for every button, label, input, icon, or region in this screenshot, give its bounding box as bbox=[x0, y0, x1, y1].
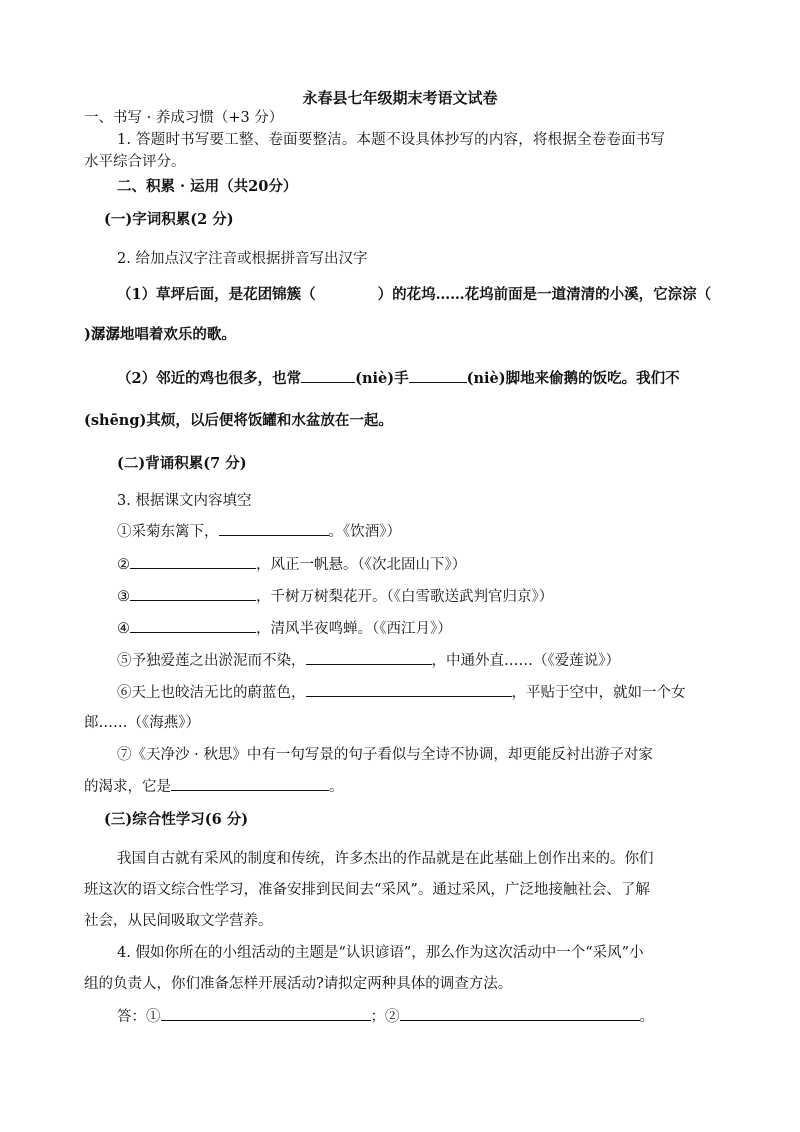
part3-heading: (三)综合性学习(6 分) bbox=[104, 811, 249, 828]
q3-poem2 bbox=[117, 554, 466, 575]
q3-poem4 bbox=[117, 618, 452, 639]
q2-item1-text-b: ）的花坞……花坞前面是一道清清的小溪，它淙淙（ bbox=[377, 286, 712, 303]
q4-answer-label: 答：① bbox=[117, 1009, 161, 1025]
q2-intro: 2. 给加点汉字注音或根据拼音写出汉字 bbox=[117, 251, 368, 267]
q4-answer-line bbox=[117, 1006, 654, 1027]
q1-text-line1: 1. 答题时书写要工整、卷面要整洁。本题不设具体抄写的内容，将根据全卷卷面书写 bbox=[117, 132, 666, 148]
q3-poem2-blank[interactable] bbox=[130, 554, 256, 569]
q3-poem5-source: ，中通外直……（《爱莲说》） bbox=[431, 653, 620, 669]
q1-text-line2: 水平综合评分。 bbox=[84, 154, 186, 170]
q2-item2-line2: (shēng)其烦，以后便将饭罐和水盆放在一起。 bbox=[84, 412, 393, 429]
q2-item2-blank2[interactable] bbox=[409, 368, 467, 383]
q2-item2-text-b: (niè)手 bbox=[355, 370, 409, 387]
section1-heading: 一、书写 · 养成习惯（+3 分） bbox=[84, 110, 284, 126]
part2-heading: (二)背诵积累(7 分) bbox=[117, 455, 247, 472]
q3-poem6-line1 bbox=[117, 682, 686, 703]
q3-poem2-source: ，风正一帆悬。（《次北固山下》） bbox=[256, 557, 467, 573]
q4-answer-blank1[interactable] bbox=[161, 1006, 371, 1021]
page-title: 永春县七年级期末考语文试卷 bbox=[302, 89, 498, 107]
q3-poem4-blank[interactable] bbox=[130, 618, 256, 633]
q3-poem6-continuation: ，平贴于空中，就如一个女 bbox=[511, 685, 686, 701]
q2-item1-line2: )潺潺地唱着欢乐的歌。 bbox=[84, 326, 236, 343]
q3-poem1-prompt: ①采菊东篱下， bbox=[117, 524, 219, 540]
part1-heading: (一)字词积累(2 分) bbox=[104, 211, 234, 228]
q3-poem5 bbox=[117, 650, 620, 671]
q3-intro: 3. 根据课文内容填空 bbox=[117, 493, 252, 509]
q2-item2-text-a: （2）邻近的鸡也很多，也常 bbox=[117, 370, 302, 387]
q2-item2-text-c: (niè)脚地来偷鹅的饭吃。我们不 bbox=[466, 370, 680, 387]
q3-poem4-marker: ④ bbox=[117, 621, 130, 637]
q3-poem2-marker: ② bbox=[117, 557, 130, 573]
q3-poem5-prompt: ⑤予独爱莲之出淤泥而不染， bbox=[117, 653, 306, 669]
q3-poem3 bbox=[117, 586, 553, 607]
q3-poem4-source: ，清风半夜鸣蝉。（《西江月》） bbox=[256, 621, 452, 637]
q3-poem1-blank[interactable] bbox=[219, 521, 329, 536]
q3-poem3-marker: ③ bbox=[117, 589, 130, 605]
q3-poem3-blank[interactable] bbox=[130, 586, 256, 601]
q3-poem7-blank[interactable] bbox=[171, 776, 329, 791]
q4-text-line2: 组的负责人，你们准备怎样开展活动?请拟定两种具体的调查方法。 bbox=[84, 976, 513, 992]
q3-poem6-prompt: ⑥天上也皎洁无比的蔚蓝色， bbox=[117, 685, 306, 701]
q3-poem7-line2 bbox=[84, 776, 344, 797]
section2-heading: 二、积累 · 运用（共20分） bbox=[117, 178, 298, 195]
q3-poem6-line2: 郎……（《海燕》） bbox=[84, 715, 200, 731]
q3-poem1 bbox=[117, 521, 401, 542]
part3-para-line1: 我国自古就有采风的制度和传统，许多杰出的作品就是在此基础上创作出来的。你们 bbox=[117, 851, 654, 867]
q3-poem7-line1: ⑦《天净沙 · 秋思》中有一句写景的句子看似与全诗不协调，却更能反衬出游子对家 bbox=[117, 747, 653, 763]
q3-poem6-blank[interactable] bbox=[306, 682, 512, 697]
q2-item1-line1 bbox=[117, 285, 711, 305]
q3-poem1-source: 。《饮酒》） bbox=[328, 524, 401, 540]
q3-poem7-end: 。 bbox=[329, 779, 344, 795]
q3-poem3-source: ，千树万树梨花开。（《白雪歌送武判官归京》） bbox=[256, 589, 554, 605]
q4-text-line1: 4. 假如你所在的小组活动的主题是“认识谚语”，那么作为这次活动中一个“采风”小 bbox=[117, 945, 644, 961]
part3-para-line3: 社会，从民间吸取文学营养。 bbox=[84, 913, 273, 929]
q2-item2-blank1[interactable] bbox=[301, 368, 355, 383]
q3-poem7-prompt: 的渴求，它是 bbox=[84, 779, 171, 795]
part3-para-line2: 班这次的语文综合性学习，准备安排到民间去“采风”。通过采风，广泛地接触社会、了解 bbox=[84, 882, 650, 898]
q4-answer-blank2[interactable] bbox=[400, 1006, 640, 1021]
q4-answer-end: 。 bbox=[639, 1009, 654, 1025]
q3-poem5-blank[interactable] bbox=[306, 650, 432, 665]
q2-item2-line1 bbox=[117, 368, 680, 389]
q2-item1-text-a: （1）草坪后面，是花团锦簇（ bbox=[117, 286, 316, 303]
q4-answer-separator: ；② bbox=[370, 1009, 400, 1025]
